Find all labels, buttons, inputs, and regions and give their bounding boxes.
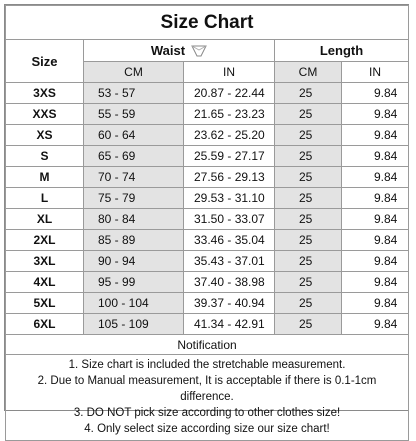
size-cell: XS [6,125,84,146]
table-row [6,188,409,209]
size-column-header: Size [6,40,84,83]
size-chart-table [5,5,409,441]
length-cm-cell: 25 [275,314,342,335]
waist-cm-cell: 60 - 64 [84,125,184,146]
length-cm-cell: 25 [275,251,342,272]
note-line: difference. [180,391,234,403]
waist-in-cell: 25.59 - 27.17 [184,146,275,167]
table-row [6,293,409,314]
waist-in-cell: 29.53 - 31.10 [184,188,275,209]
waist-cm-cell: 100 - 104 [84,293,184,314]
table-row [6,125,409,146]
waist-in-cell: 21.65 - 23.23 [184,104,275,125]
size-cell: 6XL [6,314,84,335]
waist-in-cell: 41.34 - 42.91 [184,314,275,335]
waist-in-cell: 23.62 - 25.20 [184,125,275,146]
length-in-cell: 9.84 [342,167,409,188]
length-in-cell: 9.84 [342,104,409,125]
notification-notes [6,355,409,441]
length-in-cell: 9.84 [342,209,409,230]
size-cell: 2XL [6,230,84,251]
length-cm-cell: 25 [275,188,342,209]
size-chart [4,4,409,435]
size-cell: L [6,188,84,209]
waist-cm-cell: 80 - 84 [84,209,184,230]
length-in-cell: 9.84 [342,83,409,104]
size-cell: M [6,167,84,188]
size-cell: 5XL [6,293,84,314]
table-row [6,167,409,188]
size-rows [6,83,409,335]
length-cm-cell: 25 [275,272,342,293]
waist-in-cell: 20.87 - 22.44 [184,83,275,104]
size-cell: 3XL [6,251,84,272]
waist-cm-header: CM [84,62,184,83]
length-cm-cell: 25 [275,83,342,104]
waist-label: Waist [150,43,186,58]
note-line: 1. Size chart is included the stretchable measurement. [68,359,346,371]
waist-in-cell: 27.56 - 29.13 [184,167,275,188]
waist-in-cell: 35.43 - 37.01 [184,251,275,272]
table-row [6,314,409,335]
table-row [6,251,409,272]
length-in-header: IN [342,62,409,83]
length-cm-header: CM [275,62,342,83]
length-cm-cell: 25 [275,125,342,146]
length-cm-cell: 25 [275,146,342,167]
length-in-cell: 9.84 [342,230,409,251]
note-line: 3. DO NOT pick size according to other clothes size! [73,407,341,419]
length-cm-cell: 25 [275,209,342,230]
length-in-cell: 9.84 [342,125,409,146]
briefs-icon [191,45,207,57]
length-in-cell: 9.84 [342,251,409,272]
waist-in-cell: 31.50 - 33.07 [184,209,275,230]
length-cm-cell: 25 [275,293,342,314]
table-row [6,83,409,104]
table-row [6,146,409,167]
waist-cm-cell: 70 - 74 [84,167,184,188]
size-cell: XXS [6,104,84,125]
waist-in-cell: 39.37 - 40.94 [184,293,275,314]
table-row [6,209,409,230]
length-group-header: Length [275,40,409,62]
length-cm-cell: 25 [275,167,342,188]
notification-title: Notification [6,335,409,355]
waist-cm-cell: 85 - 89 [84,230,184,251]
waist-in-cell: 37.40 - 38.98 [184,272,275,293]
size-cell: XL [6,209,84,230]
size-cell: 3XS [6,83,84,104]
length-in-cell: 9.84 [342,272,409,293]
waist-group-header [84,40,275,62]
waist-cm-cell: 55 - 59 [84,104,184,125]
waist-cm-cell: 75 - 79 [84,188,184,209]
size-cell: S [6,146,84,167]
waist-cm-cell: 65 - 69 [84,146,184,167]
length-in-cell: 9.84 [342,293,409,314]
table-row [6,272,409,293]
length-cm-cell: 25 [275,104,342,125]
chart-title: Size Chart [6,6,409,40]
table-row [6,230,409,251]
size-cell: 4XL [6,272,84,293]
waist-cm-cell: 105 - 109 [84,314,184,335]
waist-cm-cell: 53 - 57 [84,83,184,104]
waist-in-header: IN [184,62,275,83]
length-in-cell: 9.84 [342,314,409,335]
length-in-cell: 9.84 [342,188,409,209]
note-line: 2. Due to Manual measurement, It is acceptable if there is 0.1-1cm [37,375,377,387]
length-in-cell: 9.84 [342,146,409,167]
length-cm-cell: 25 [275,230,342,251]
note-line: 4. Only select size according size our size chart! [84,423,330,435]
waist-cm-cell: 95 - 99 [84,272,184,293]
waist-in-cell: 33.46 - 35.04 [184,230,275,251]
table-row [6,104,409,125]
waist-cm-cell: 90 - 94 [84,251,184,272]
